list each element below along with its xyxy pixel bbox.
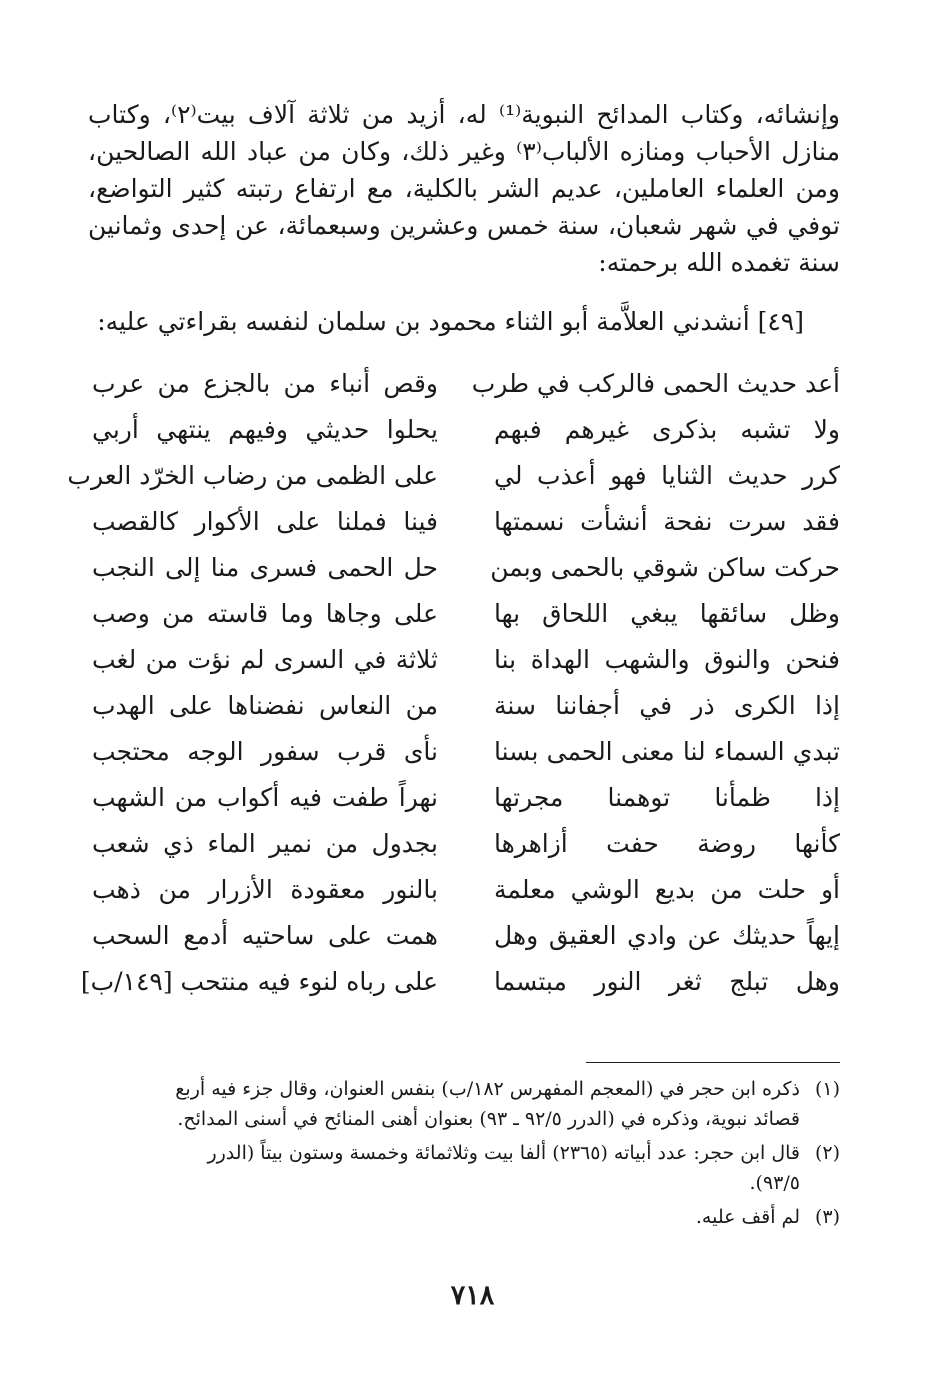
verse-second-hemistich: حل الحمى فسرى منا إلى النجب: [92, 552, 438, 582]
verse: [88, 682, 840, 728]
verse: [88, 544, 840, 590]
prose-line: ومن العلماء العاملين، عديم الشر بالكلية، مع ارتفاع رتبته كثير التواضع،: [88, 174, 840, 203]
verse-first-hemistich: فنحن والنوق والشهب الهداة بنا: [494, 644, 840, 674]
footnote-line: ذكره ابن حجر في (المعجم المفهرس ١٨٢/ب) بنفس العنوان، وقال جزء فيه أربع: [175, 1078, 800, 1100]
verse-second-hemistich: ثلاثة في السرى لم نؤت من لغب: [92, 644, 438, 674]
verse: [88, 820, 840, 866]
verse: [88, 728, 840, 774]
verse-second-hemistich: بجدول من نمير الماء ذي شعب: [92, 828, 438, 858]
footnote-text: [88, 1202, 800, 1232]
verse-second-hemistich: من النعاس نفضناها على الهدب: [92, 690, 438, 720]
footnote-separator: [586, 1062, 840, 1063]
poem: [67, 360, 840, 1004]
verse-first-hemistich: إذا ظمأنا توهمنا مجرتها: [494, 782, 840, 812]
verse-first-hemistich: وظل سائقها يبغي اللحاق بها: [494, 598, 840, 628]
footnote-text: [88, 1138, 800, 1198]
footnote: [88, 1074, 840, 1134]
verse-first-hemistich: كرر حديث الثنايا فهو أعذب لي: [494, 460, 840, 490]
verse-second-hemistich: يحلوا حديثي وفيهم ينتهي أربي: [92, 414, 438, 444]
verse-second-hemistich: نأى قرب سفور الوجه محتجب: [92, 736, 438, 766]
verse: [88, 912, 840, 958]
verse-first-hemistich: حركت ساكن شوقي بالحمى وبمن: [490, 552, 840, 582]
verse-second-hemistich: همت على ساحتيه أدمع السحب: [92, 920, 438, 950]
verse: [88, 406, 840, 452]
prose-line: منازل الأحباب ومنازه الألباب⁽٣⁾ وغير ذلك، وكان من عباد الله الصالحين،: [88, 137, 840, 166]
footnotes: [88, 1074, 840, 1236]
footnote-line: لم أقف عليه.: [695, 1206, 800, 1228]
prose-line: وإنشائه، وكتاب المدائح النبوية⁽¹⁾ له، أزيد من ثلاثة آلاف بيت⁽٢⁾، وكتاب: [88, 100, 840, 129]
verse-first-hemistich: وهل تبلج ثغر النور مبتسما: [494, 966, 840, 996]
biography-paragraph: [88, 96, 840, 281]
verse-first-hemistich: فقد سرت نفحة أنشأت نسمتها: [494, 506, 840, 536]
verse-first-hemistich: أو حلت من بديع الوشي معلمة: [494, 874, 840, 904]
verse-second-hemistich: وقص أنباء من بالجزع من عرب: [92, 368, 438, 398]
verse: [67, 452, 840, 498]
footnote: [88, 1138, 840, 1198]
verse: [88, 774, 840, 820]
verse-first-hemistich: إذا الكرى ذر في أجفاننا سنة: [494, 690, 840, 720]
verse-second-hemistich: على وجاها وما قاسته من وصب: [92, 598, 438, 628]
prose-line: توفي في شهر شعبان، سنة خمس وعشرين وسبعمائة، عن إحدى وثمانين: [88, 211, 840, 240]
footnote-text: [88, 1074, 800, 1134]
verse: [88, 360, 840, 406]
prose-line: سنة تغمده الله برحمته:: [598, 248, 840, 277]
footnote-line: قصائد نبوية، وذكره في (الدرر ٩٢/٥ ـ ٩٣) بعنوان أهنى المنائح في أسنى المدائح.: [177, 1108, 800, 1130]
footnote-number: (١): [814, 1078, 840, 1100]
verse-second-hemistich: على الظمى من رضاب الخرّد العرب: [67, 460, 438, 490]
verse-second-hemistich: نهراً طفت فيه أكواب من الشهب: [92, 782, 438, 812]
footnote-line: قال ابن حجر: عدد أبياته (٢٣٦٥) ألفا بيت وثلاثمائة وخمسة وستون بيتاً (الدرر: [207, 1142, 800, 1164]
page-body: [67, 96, 840, 1004]
verse-second-hemistich: بالنور معقودة الأزرار من ذهب: [92, 874, 438, 904]
verse-first-hemistich: ولا تشبه بذكرى غيرهم فبهم: [494, 414, 840, 444]
verse-second-hemistich: فينا فملنا على الأكوار كالقصب: [92, 506, 438, 536]
verse: [80, 958, 840, 1004]
footnote-line: ٩٣/٥).: [749, 1172, 800, 1194]
verse-first-hemistich: تبدي السماء لنا معنى الحمى بسنا: [494, 736, 840, 766]
section-heading: [٤٩] أنشدني العلاَّمة أبو الثناء محمود بن سلمان لنفسه بقراءتي عليه:: [97, 307, 804, 336]
verse-first-hemistich: أعد حديث الحمى فالركب في طرب: [471, 368, 840, 398]
verse-first-hemistich: إيهاً حديثك عن وادي العقيق وهل: [494, 920, 840, 950]
footnote-number: (٣): [814, 1206, 840, 1228]
verse: [88, 866, 840, 912]
page-number: ٧١٨: [450, 1280, 495, 1311]
verse: [88, 590, 840, 636]
footnote: [88, 1202, 840, 1232]
verse: [88, 636, 840, 682]
footnote-number: (٢): [814, 1142, 840, 1164]
verse: [88, 498, 840, 544]
verse-first-hemistich: كأنها روضة حفت أزاهرها: [494, 828, 840, 858]
verse-second-hemistich: على رباه لنوء فيه منتحب [١٤٩/ب]: [80, 966, 438, 996]
